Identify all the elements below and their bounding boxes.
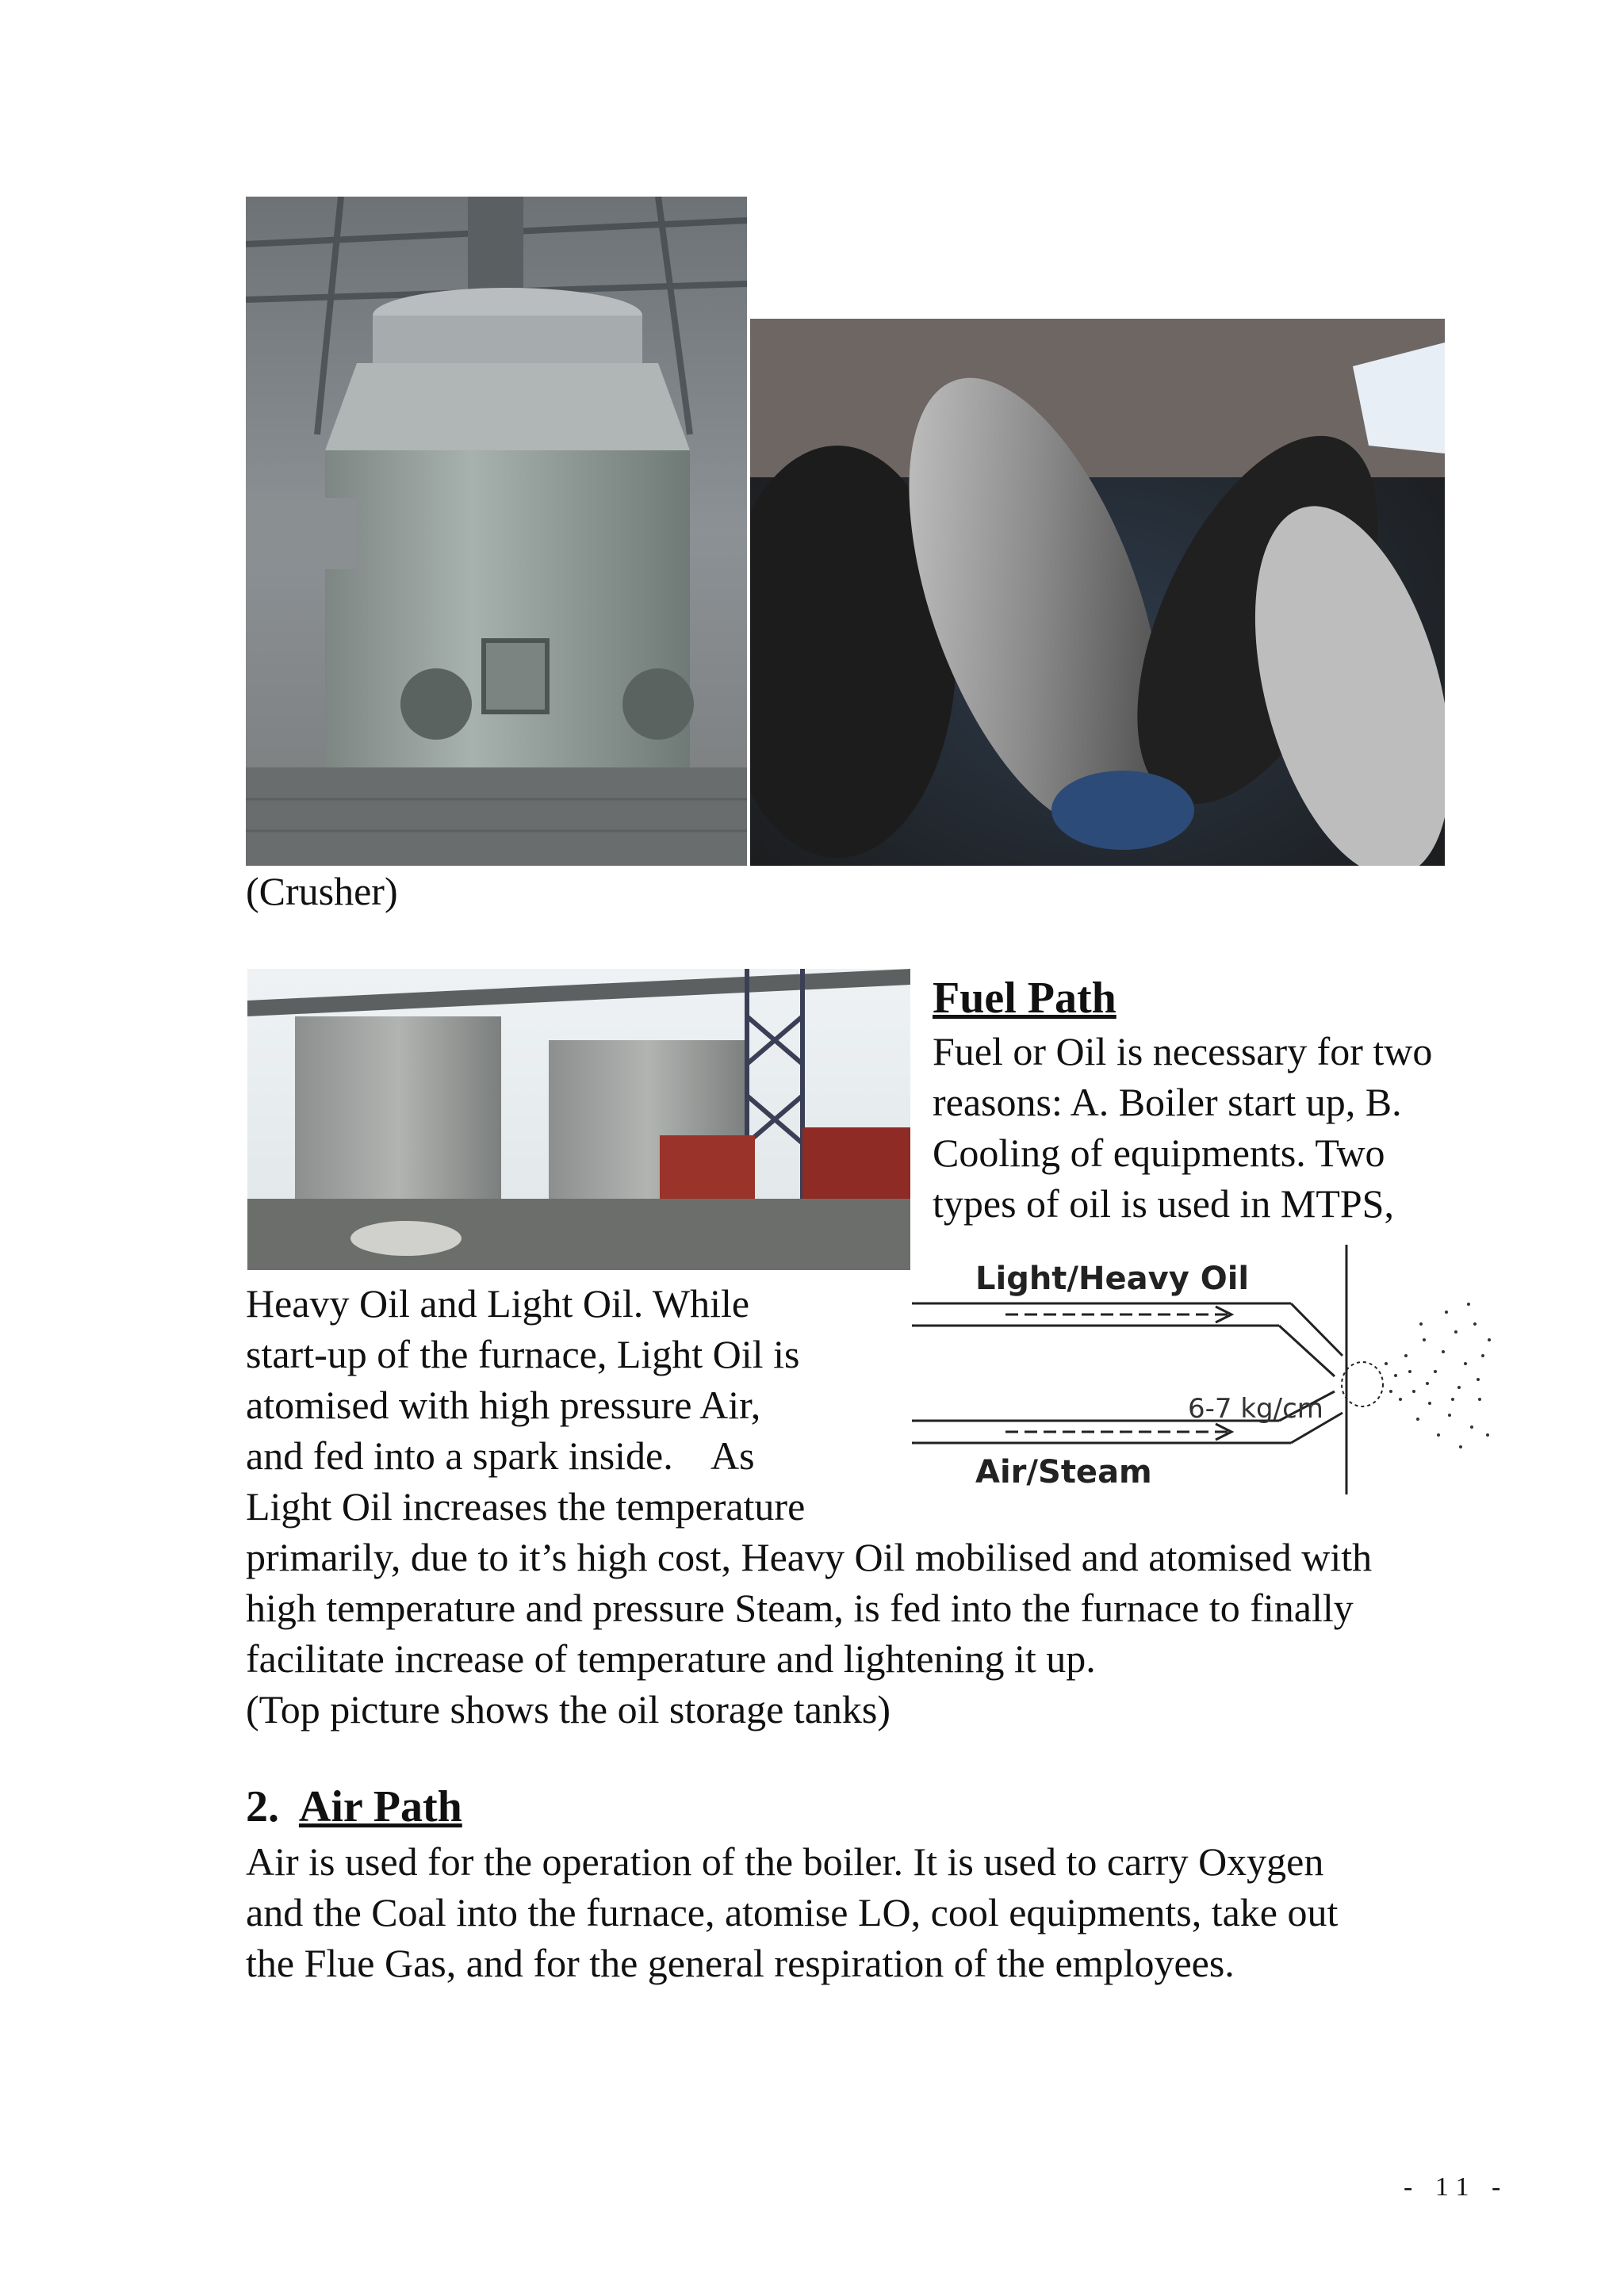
text-line: Heavy Oil and Light Oil. While bbox=[246, 1281, 750, 1326]
oil-tanks-photo bbox=[247, 969, 910, 1270]
text-line: Air is used for the operation of the boiler. It is used to carry Oxygen bbox=[246, 1839, 1324, 1884]
fuel-path-full-text bbox=[246, 1532, 1372, 1735]
text-line: high temperature and pressure Steam, is fed into the furnace to finally bbox=[246, 1586, 1354, 1630]
diagram-label-pressure: 6-7 kg/cm bbox=[1188, 1393, 1323, 1425]
text-line: and fed into a spark inside. As bbox=[246, 1433, 755, 1478]
text-line: start-up of the furnace, Light Oil is bbox=[246, 1332, 800, 1376]
text-line: the Flue Gas, and for the general respiration of the employees. bbox=[246, 1941, 1235, 1985]
diagram-label-oil: Light/Heavy Oil bbox=[975, 1261, 1250, 1297]
diagram-label-air: Air/Steam bbox=[975, 1454, 1152, 1490]
burner-diagram bbox=[910, 1237, 1497, 1498]
text-line: Fuel or Oil is necessary for two bbox=[933, 1029, 1433, 1073]
text-line: facilitate increase of temperature and lightening it up. bbox=[246, 1636, 1096, 1681]
air-path-heading: Air Path bbox=[298, 1782, 462, 1831]
fuel-path-left-column bbox=[246, 1278, 805, 1532]
text-line: Light Oil increases the temperature bbox=[246, 1484, 806, 1529]
section-number: 2. bbox=[246, 1782, 279, 1831]
fuel-path-heading: Fuel Path bbox=[933, 974, 1116, 1023]
text-line: Cooling of equipments. Two bbox=[933, 1131, 1385, 1175]
page-number: - 11 - bbox=[1404, 2172, 1509, 2202]
air-path-heading-row bbox=[246, 1779, 462, 1835]
mill-photo bbox=[246, 197, 747, 866]
fuel-path-right-column bbox=[933, 1026, 1432, 1229]
text-line: atomised with high pressure Air, bbox=[246, 1383, 761, 1427]
text-line: reasons: A. Boiler start up, B. bbox=[933, 1080, 1402, 1124]
crusher-caption: (Crusher) bbox=[246, 869, 398, 913]
air-path-text bbox=[246, 1836, 1338, 1988]
text-line: (Top picture shows the oil storage tanks) bbox=[246, 1687, 891, 1732]
text-line: primarily, due to it’s high cost, Heavy Oil mobilised and atomised with bbox=[246, 1535, 1373, 1579]
text-line: types of oil is used in MTPS, bbox=[933, 1181, 1394, 1226]
roller-photo bbox=[750, 319, 1445, 866]
text-line: and the Coal into the furnace, atomise LO, cool equipments, take out bbox=[246, 1890, 1339, 1934]
